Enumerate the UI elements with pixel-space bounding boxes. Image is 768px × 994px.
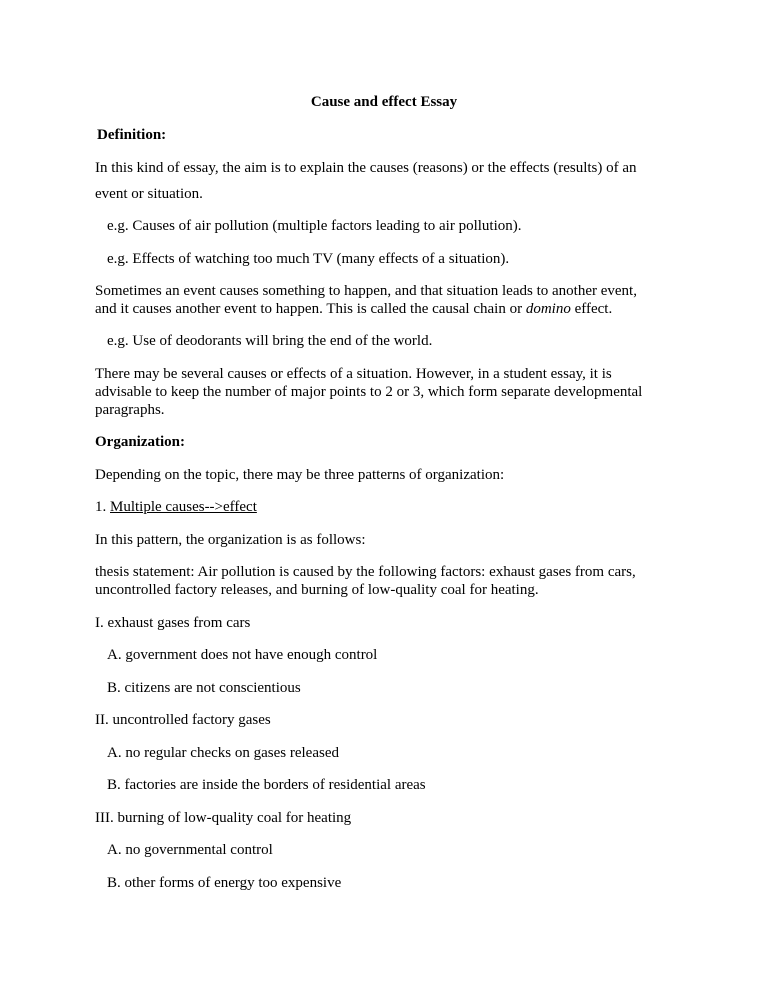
outline-item-2: II. uncontrolled factory gases	[95, 712, 271, 728]
outline-item-3: III. burning of low-quality coal for heating	[95, 810, 352, 826]
example-deodorants: e.g. Use of deodorants will bring the end of the world.	[107, 333, 433, 349]
outline-item-2b: B. factories are inside the borders of residential areas	[107, 777, 426, 793]
outline-item-1b: B. citizens are not conscientious	[107, 680, 301, 696]
organization-heading: Organization:	[95, 434, 185, 450]
organization-intro: Depending on the topic, there may be three patterns of organization:	[95, 467, 505, 483]
definition-para1-line2: event or situation.	[95, 186, 203, 202]
thesis-line2: uncontrolled factory releases, and burning of low-quality coal for heating.	[95, 582, 539, 598]
example-causes: e.g. Causes of air pollution (multiple factors leading to air pollution).	[107, 218, 522, 234]
outline-item-1: I. exhaust gases from cars	[95, 615, 251, 631]
definition-para1-line1: In this kind of essay, the aim is to explain the causes (reasons) or the effects (results) of an	[95, 160, 637, 176]
pattern-1-heading	[95, 497, 695, 517]
causal-chain-text-after: effect.	[570, 301, 613, 317]
thesis-line1: thesis statement: Air pollution is caused by the following factors: exhaust gases from cars,	[95, 564, 636, 580]
pattern-intro: In this pattern, the organization is as follows:	[95, 532, 366, 548]
page-title: Cause and effect Essay	[310, 94, 458, 110]
causal-chain-line1: Sometimes an event causes something to happen, and that situation leads to another event,	[95, 283, 637, 299]
outline-item-3b: B. other forms of energy too expensive	[107, 875, 342, 891]
example-effects: e.g. Effects of watching too much TV (many effects of a situation).	[107, 251, 510, 267]
definition-heading: Definition:	[97, 127, 167, 143]
outline-item-3a: A. no governmental control	[107, 842, 273, 858]
points-para-line3: paragraphs.	[95, 402, 165, 418]
outline-item-2a: A. no regular checks on gases released	[107, 745, 339, 761]
pattern-1-label: Multiple causes-->effect	[110, 499, 257, 515]
causal-chain-text-before: and it causes another event to happen. This is called the causal chain or	[95, 301, 526, 317]
domino-italic: domino	[525, 301, 571, 317]
points-para-line1: There may be several causes or effects of a situation. However, in a student essay, it is	[95, 366, 612, 382]
pattern-1-number: 1.	[95, 499, 110, 515]
outline-item-1a: A. government does not have enough control	[107, 647, 378, 663]
causal-chain-line2	[95, 299, 695, 319]
points-para-line2: advisable to keep the number of major points to 2 or 3, which form separate developmental	[95, 384, 643, 400]
